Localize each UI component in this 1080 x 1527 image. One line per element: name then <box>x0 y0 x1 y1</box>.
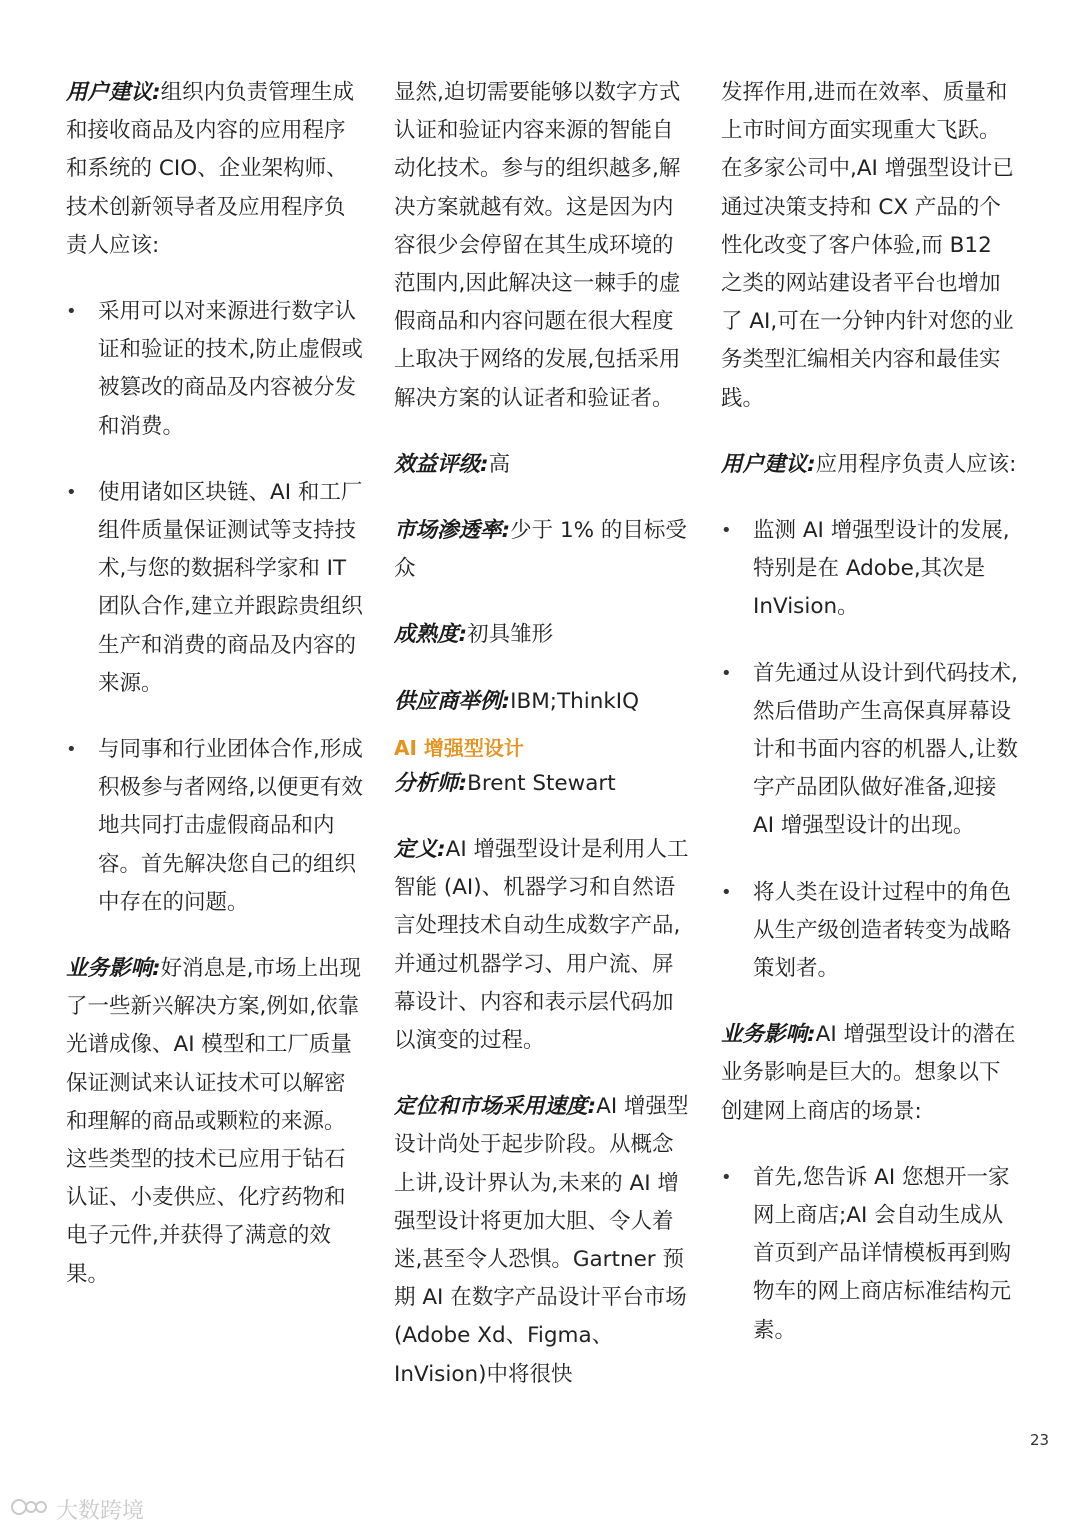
analyst-label: 分析师: <box>394 770 468 796</box>
page-number: 23 <box>1030 1431 1050 1449</box>
list-item: • 将人类在设计过程中的角色从生产级创造者转变为战略策划者。 <box>721 874 1019 989</box>
business-impact-label: 业务影响: <box>66 956 161 982</box>
market-penetration-value: 少于 1% 的目标受众 <box>394 518 687 582</box>
definition-paragraph <box>394 831 692 1060</box>
recommendation-list <box>721 512 1019 988</box>
user-recommendation-paragraph <box>66 74 364 265</box>
definition-label: 定义: <box>394 837 446 863</box>
business-impact-text: AI 增强型设计的潜在业务影响是巨大的。想象以下创建网上商店的场景: <box>721 1022 1016 1124</box>
list-item: • 首先通过从设计到代码技术,然后借助产生高保真屏幕设计和书面内容的机器人,让数字产品团队做好准备,迎接 AI 增强型设计的出现。 <box>721 655 1019 846</box>
watermark <box>10 1494 144 1525</box>
list-item: • 首先,您告诉 AI 您想开一家网上商店;AI 会自动生成从首页到产品详情模板再到购物车的网上商店标准结构元素。 <box>721 1159 1019 1350</box>
section-heading: AI 增强型设计 <box>394 735 524 760</box>
business-impact-paragraph <box>721 1016 1019 1131</box>
column-1 <box>66 74 364 1294</box>
benefit-rating-value: 高 <box>488 451 511 477</box>
maturity-value: 初具雏形 <box>467 622 554 648</box>
analyst <box>394 765 692 803</box>
list-item: • 使用诸如区块链、AI 和工厂组件质量保证测试等支持技术,与您的数据科学家和 IT 团队合作,建立并跟踪贵组织生产和消费的商品及内容的来源。 <box>66 474 364 703</box>
position-paragraph <box>394 1088 692 1394</box>
analyst-name: Brent Stewart <box>467 770 616 796</box>
user-recommendation-label: 用户建议: <box>721 451 816 477</box>
business-impact-label: 业务影响: <box>721 1022 816 1048</box>
user-recommendation-text: 应用程序负责人应该: <box>815 451 1017 477</box>
list-item: • 采用可以对来源进行数字认证和验证的技术,防止虚假或被篡改的商品及内容被分发和消费。 <box>66 293 364 446</box>
user-recommendation-text: 组织内负责管理生成和接收商品及内容的应用程序和系统的 CIO、企业架构师、技术创新领导者及应用程序负责人应该: <box>66 80 355 258</box>
benefit-rating <box>394 446 692 484</box>
sample-vendors <box>394 683 692 721</box>
maturity-label: 成熟度: <box>394 622 468 648</box>
business-impact-text: 好消息是,市场上出现了一些新兴解决方案,例如,依靠光谱成像、AI 模型和工厂质量保证测试来认证技术可以解密和理解的商品或颗粒的来源。这些类型的技术已应用于钻石认证、小麦供应、化疗药物和电子元件,并获得了满意的效果。 <box>66 956 361 1287</box>
recommendation-list <box>66 293 364 922</box>
scenario-list <box>721 1159 1019 1350</box>
sample-vendors-label: 供应商举例: <box>394 688 511 714</box>
business-impact-paragraph <box>66 950 364 1294</box>
market-penetration <box>394 512 692 588</box>
body-paragraph: 发挥作用,进而在效率、质量和上市时间方面实现重大飞跃。在多家公司中,AI 增强型设计已通过决策支持和 CX 产品的个性化改变了客户体验,而 B12 之类的网站建设者平台也增加了 AI,可在一分钟内针对您的业务类型汇编相关内容和最佳实践。 <box>721 80 1014 411</box>
body-paragraph: 显然,迫切需要能够以数字方式认证和验证内容来源的智能自动化技术。参与的组织越多,解决方案就越有效。这是因为内容很少会停留在其生成环境的范围内,因此解决这一棘手的虚假商品和内容问题在很大程度上取决于网络的发展,包括采用解决方案的认证者和验证者。 <box>394 80 681 411</box>
column-3 <box>721 74 1019 1350</box>
maturity <box>394 616 692 654</box>
watermark-logo-icon <box>10 1496 50 1524</box>
user-recommendation-label: 用户建议: <box>66 80 161 105</box>
list-item: • 监测 AI 增强型设计的发展,特别是在 Adobe,其次是 InVision。 <box>721 512 1019 627</box>
watermark-text: 大数跨境 <box>56 1499 145 1524</box>
sample-vendors-value: IBM;ThinkIQ <box>510 688 640 714</box>
benefit-rating-label: 效益评级: <box>394 451 489 477</box>
list-item: • 与同事和行业团体合作,形成积极参与者网络,以便更有效地共同打击虚假商品和内容。首先解决您自己的组织中存在的问题。 <box>66 731 364 922</box>
definition-text: AI 增强型设计是利用人工智能 (AI)、机器学习和自然语言处理技术自动生成数字产品,并通过机器学习、用户流、屏幕设计、内容和表示层代码加以演变的过程。 <box>394 837 689 1054</box>
column-2 <box>394 74 692 1394</box>
user-recommendation-paragraph <box>721 446 1019 484</box>
market-penetration-label: 市场渗透率: <box>394 518 511 544</box>
position-label: 定位和市场采用速度: <box>394 1094 597 1120</box>
position-text: AI 增强型设计尚处于起步阶段。从概念上讲,设计界认为,未来的 AI 增强型设计将更加大胆、令人着迷,甚至令人恐惧。Gartner 预期 AI 在数字产品设计平台市场(Adobe Xd、Figma、InVision)中将很快 <box>394 1094 689 1387</box>
